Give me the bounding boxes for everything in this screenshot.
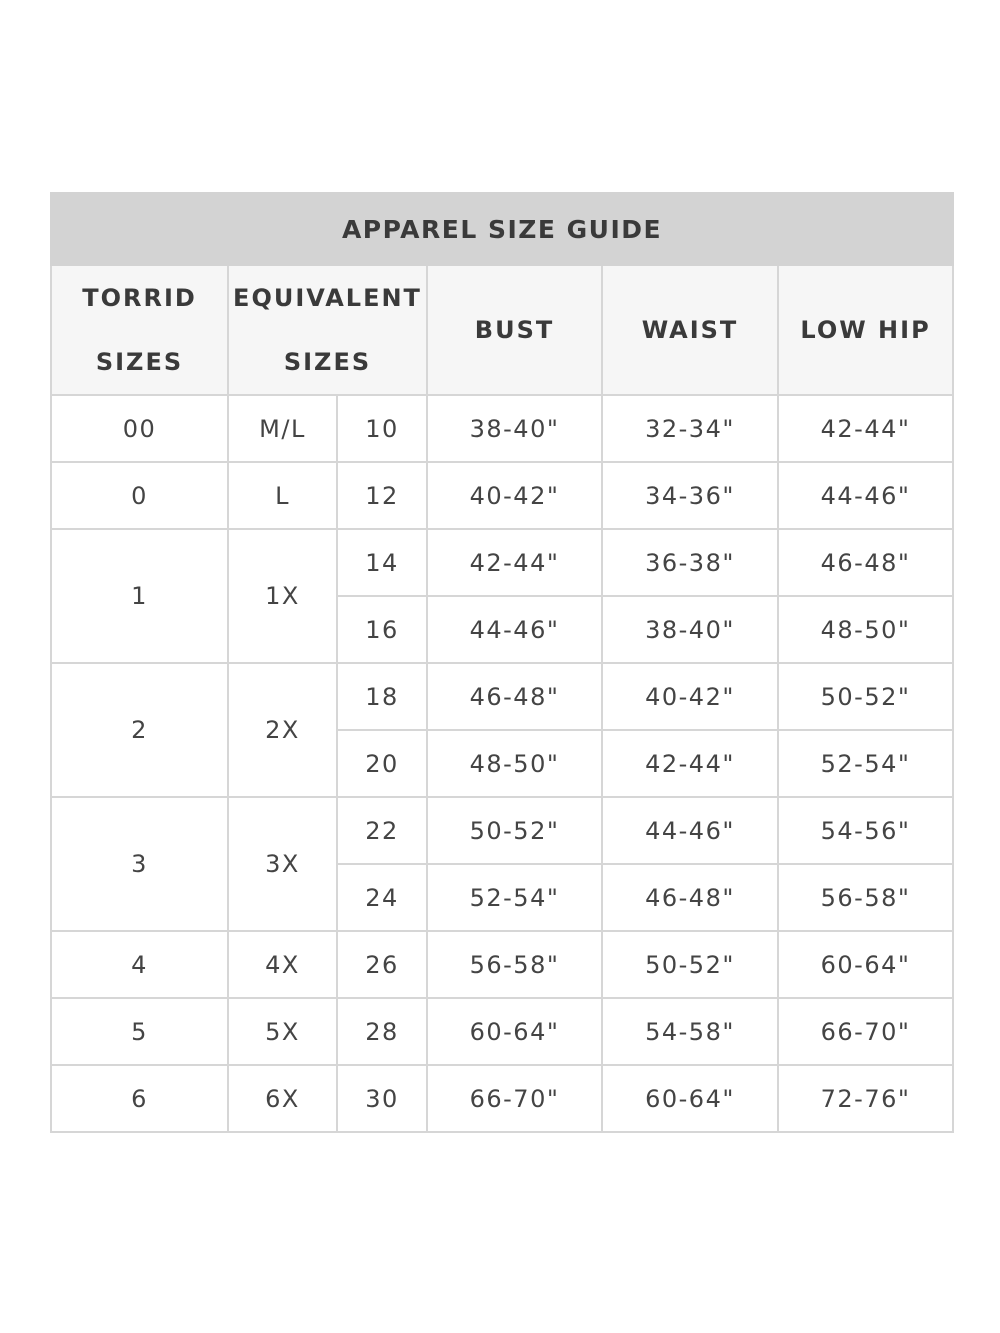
bust-cell: 40-42" (427, 462, 602, 529)
waist-cell: 36-38" (602, 529, 778, 596)
waist-cell: 54-58" (602, 998, 778, 1065)
table-row (51, 529, 953, 596)
bust-cell: 38-40" (427, 395, 602, 462)
table-row (51, 462, 953, 529)
low-hip-cell: 42-44" (778, 395, 953, 462)
letter-size-cell: 6X (228, 1065, 337, 1132)
low-hip-cell: 60-64" (778, 931, 953, 998)
table-row (51, 1065, 953, 1132)
table-row (51, 797, 953, 864)
bust-cell: 48-50" (427, 730, 602, 797)
header-bust: BUST (427, 265, 602, 395)
low-hip-cell: 52-54" (778, 730, 953, 797)
number-size-cell: 30 (337, 1065, 427, 1132)
waist-cell: 60-64" (602, 1065, 778, 1132)
waist-cell: 32-34" (602, 395, 778, 462)
bust-cell: 56-58" (427, 931, 602, 998)
number-size-cell: 22 (337, 797, 427, 864)
bust-cell: 50-52" (427, 797, 602, 864)
header-row (51, 265, 953, 395)
torrid-size-cell: 5 (51, 998, 228, 1065)
letter-size-cell: 3X (228, 797, 337, 931)
letter-size-cell: M/L (228, 395, 337, 462)
waist-cell: 40-42" (602, 663, 778, 730)
low-hip-cell: 48-50" (778, 596, 953, 663)
number-size-cell: 16 (337, 596, 427, 663)
table-title: APPAREL SIZE GUIDE (51, 193, 953, 265)
torrid-size-cell: 6 (51, 1065, 228, 1132)
number-size-cell: 20 (337, 730, 427, 797)
table-row (51, 931, 953, 998)
bust-cell: 52-54" (427, 864, 602, 931)
waist-cell: 34-36" (602, 462, 778, 529)
torrid-size-cell: 3 (51, 797, 228, 931)
number-size-cell: 14 (337, 529, 427, 596)
header-waist: WAIST (602, 265, 778, 395)
low-hip-cell: 44-46" (778, 462, 953, 529)
low-hip-cell: 54-56" (778, 797, 953, 864)
number-size-cell: 26 (337, 931, 427, 998)
letter-size-cell: 2X (228, 663, 337, 797)
header-equiv-line1: EQUIVALENT (233, 284, 422, 312)
header-equivalent-sizes (228, 265, 427, 395)
torrid-size-cell: 2 (51, 663, 228, 797)
torrid-size-cell: 0 (51, 462, 228, 529)
low-hip-cell: 72-76" (778, 1065, 953, 1132)
number-size-cell: 28 (337, 998, 427, 1065)
header-torrid-line1: TORRID (82, 284, 197, 312)
low-hip-cell: 66-70" (778, 998, 953, 1065)
bust-cell: 46-48" (427, 663, 602, 730)
low-hip-cell: 56-58" (778, 864, 953, 931)
torrid-size-cell: 4 (51, 931, 228, 998)
letter-size-cell: L (228, 462, 337, 529)
waist-cell: 38-40" (602, 596, 778, 663)
waist-cell: 42-44" (602, 730, 778, 797)
number-size-cell: 24 (337, 864, 427, 931)
table-row (51, 395, 953, 462)
letter-size-cell: 5X (228, 998, 337, 1065)
table-row (51, 998, 953, 1065)
number-size-cell: 10 (337, 395, 427, 462)
torrid-size-cell: 00 (51, 395, 228, 462)
bust-cell: 66-70" (427, 1065, 602, 1132)
letter-size-cell: 1X (228, 529, 337, 663)
header-torrid-sizes (51, 265, 228, 395)
bust-cell: 44-46" (427, 596, 602, 663)
size-guide-table (50, 192, 954, 1133)
low-hip-cell: 50-52" (778, 663, 953, 730)
table-row (51, 663, 953, 730)
waist-cell: 50-52" (602, 931, 778, 998)
torrid-size-cell: 1 (51, 529, 228, 663)
header-torrid-line2: SIZES (95, 348, 184, 376)
low-hip-cell: 46-48" (778, 529, 953, 596)
bust-cell: 42-44" (427, 529, 602, 596)
number-size-cell: 18 (337, 663, 427, 730)
header-low-hip: LOW HIP (778, 265, 953, 395)
number-size-cell: 12 (337, 462, 427, 529)
waist-cell: 44-46" (602, 797, 778, 864)
waist-cell: 46-48" (602, 864, 778, 931)
letter-size-cell: 4X (228, 931, 337, 998)
bust-cell: 60-64" (427, 998, 602, 1065)
header-equiv-line2: SIZES (283, 348, 372, 376)
